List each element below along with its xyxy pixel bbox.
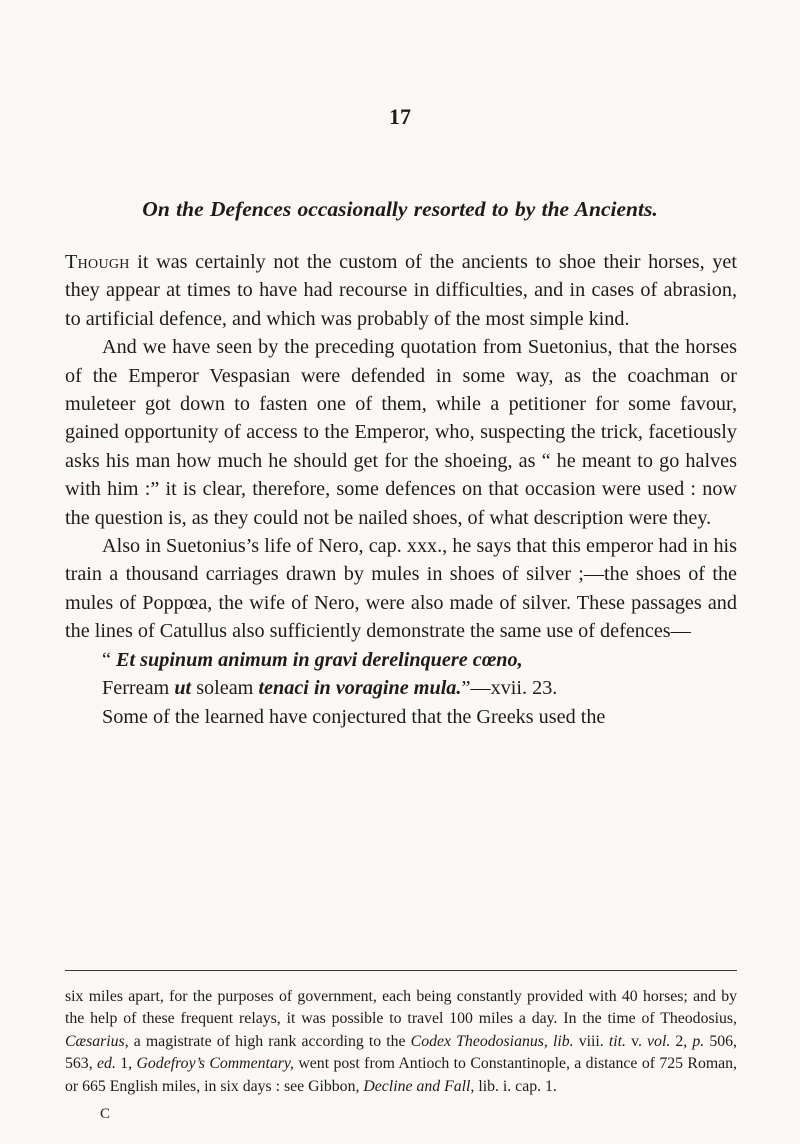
signature-mark: C — [100, 1106, 111, 1122]
paragraph — [65, 248, 737, 333]
footnote-italic: p. — [692, 1032, 705, 1050]
footnote-italic: vol. — [647, 1032, 671, 1050]
footnote-text: six miles apart, for the purposes of government, each being constantly provided with 40 horses; and by the help of these frequent relays, it was possible to travel 100 miles a day. In the time of Theodosius, — [65, 988, 737, 1028]
footnote-text: 1, — [115, 1055, 137, 1073]
footnote-text: viii. — [573, 1032, 609, 1050]
paragraph: Some of the learned have conjectured that the Greeks used the — [102, 705, 606, 728]
footnote-text: 506, 563, — [65, 1032, 737, 1073]
quotation — [102, 646, 737, 703]
quote-line-1: Et supinum animum in gravi derelinquere cœno, — [116, 648, 523, 671]
paragraph: And we have seen by the preceding quotation from Suetonius, that the horses of the Emperor Vespasian were defended in some way, as the coachman or muleteer got down to fasten one of them, while a petitioner for some favour, gained opportunity of access to the Emperor, who, suspecting the trick, facetiously asks his man how much he should get for the shoeing, as “ he meant to go halves with him :” it is clear, therefore, some defences on that occasion were used : now the question is, as they could not be nailed shoes, of what description were they. — [65, 336, 737, 529]
footnote-italic: Cæsarius, — [65, 1032, 129, 1050]
paragraph-text: it was certainly not the custom of the ancients to shoe their horses, yet they appear at times to have had recourse in difficulties, and in cases of abrasion, to artificial defence, and which was probably of the most simple kind. — [65, 251, 737, 330]
quote-line-2a: Ferream — [102, 677, 175, 700]
footnote-italic: Codex Theodosianus, lib. — [410, 1032, 574, 1050]
quote-line-2d: tenaci in voragine mula. — [258, 677, 462, 700]
quote-line-2c: soleam — [191, 677, 259, 700]
footnote — [65, 986, 737, 1098]
footnote-text: 2, — [670, 1032, 693, 1050]
quote-citation: ”—xvii. 23. — [461, 677, 558, 700]
drop-lead: Though — [65, 251, 130, 273]
footnote-italic: tit. — [608, 1032, 626, 1050]
footnote-text: a magistrate of high rank according to the — [128, 1032, 411, 1050]
page-number: 17 — [389, 104, 411, 129]
body-text — [65, 248, 737, 731]
quote-mark: “ — [102, 648, 117, 671]
footnote-italic: Godefroy’s Commentary, — [136, 1055, 295, 1073]
footnote-text: went post from Antioch to Constantinople, a distance of 725 Roman, or 665 English miles, in six days : see Gibbon, — [65, 1055, 738, 1095]
chapter-title: On the Defences occasionally resorted to by the Ancients. — [142, 197, 658, 221]
paragraph: Also in Suetonius’s life of Nero, cap. xxx., he says that this emperor had in his train a thousand carriages drawn by mules in shoes of silver ;—the shoes of the mules of Poppœa, the wife of Nero, were also made of silver. These passages and the lines of Catullus also sufficiently demonstrate the same use of defences— — [65, 535, 737, 643]
quote-line-2b: ut — [174, 677, 192, 700]
footnote-text: v. — [625, 1032, 648, 1050]
footnote-italic: Decline and Fall, — [363, 1077, 475, 1095]
footnote-text: lib. i. cap. 1. — [474, 1077, 557, 1095]
footnote-italic: ed. — [97, 1055, 116, 1073]
footnote-rule — [65, 970, 737, 971]
